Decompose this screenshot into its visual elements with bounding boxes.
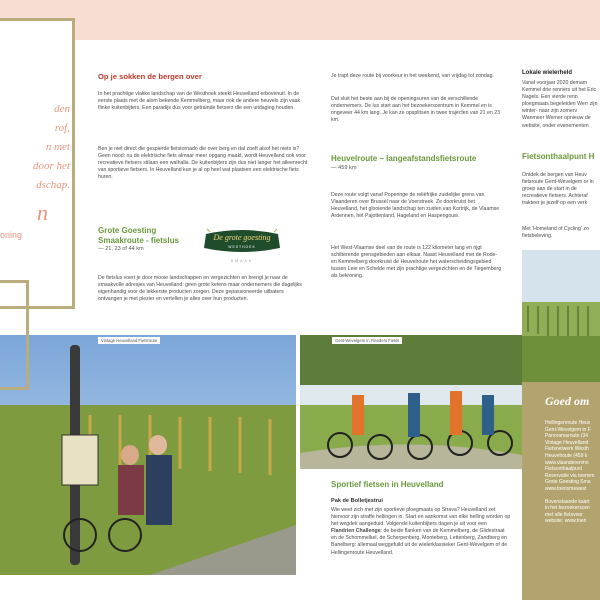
route-meta: — 459 km	[331, 165, 357, 171]
quote-line: dschap.	[36, 179, 70, 191]
paragraph: In het prachtige vlakke landschap van de Westhoek steekt Heuvelland erbovenuit. In de eerste plaats met de alom bekende Kemmelberg, maar ook de andere heuvels zijn vaak flinke kuitenbijters. Een paradijs dus voor getrainde fietsers die een uitdaging houden.	[98, 91, 301, 112]
quote-line: rof,	[54, 122, 70, 134]
sidebar-item: Reservatie via toerism	[545, 472, 595, 479]
sidebar-item: Gent-Wevelgem in F	[545, 426, 591, 433]
vineyard-cyclists-image-icon	[0, 335, 296, 575]
quote-line: door het	[33, 160, 70, 172]
quote-frame-bottom	[0, 280, 29, 390]
sidebar-item: Heuvelroute (459 k	[545, 452, 588, 459]
section-heading: Fietsonthaalpunt H	[522, 152, 595, 161]
sub-heading: Pak de Bolletjestrui	[331, 498, 383, 504]
sidebar-item: website: www.toeri	[545, 518, 587, 525]
sidebar-item: Fietsnetwerk Westh	[545, 446, 589, 453]
sidebar-item: Fietsonthaalpunt	[545, 466, 582, 473]
quote-line: den	[54, 103, 70, 115]
section-heading: Op je sokken de bergen over	[98, 72, 202, 81]
paragraph: Met 'Homeland of Cycling' zo fietsbeleving.	[522, 226, 589, 240]
sidebar-item: met alle fietsvoor	[545, 511, 583, 518]
vineyard-image-icon	[522, 250, 600, 382]
sidebar-item: www.toerismewest	[545, 485, 587, 492]
top-color-band	[0, 0, 600, 40]
section-heading: Lokale wielerheld	[522, 70, 573, 76]
sidebar-item: www.vlaanderenmo	[545, 459, 589, 466]
route-meta: — 21, 23 of 44 km	[98, 246, 144, 252]
pull-quote	[0, 100, 70, 195]
sidebar-item: Panoramaroute (34	[545, 433, 589, 440]
section-heading: Sportief fietsen in Heuvelland	[331, 480, 444, 489]
paragraph: Deze route volgt vanaf Poperinge de reliëfrijke zuidelijke grens van Vlaanderen over Brussel naar de Voerstreek. Ze doorkruist het Heuvelland, het glooiende landschap ten zuiden van Kortrijk, de Vlaamse Ardennen, het Pajottenland, Hageland en Haspengouw.	[331, 192, 500, 220]
paragraph: Je trapt deze route bij voorkeur in het weekend, van vrijdag tot zondag.	[331, 73, 494, 79]
paragraph: Het West-Vlaamse deel van de route is 122 kilometer lang en rijgt schitterende grensgebieden aan elkaar. Naast Heuvelland met de Rode- en Kemmelberg doorkruist de Heuvelroute het waterscheidingsgebied tussen Leie en Schelde met zijn prachtige vergezichten en de Tiegemberg als bekroning.	[331, 245, 502, 280]
cyclists-image-icon	[300, 335, 522, 469]
challenge-name: Flandrien Challenge	[331, 528, 381, 535]
photo-caption: Gent-Wevelgem in Flanders Fields	[332, 337, 402, 344]
sidebar-item: in het bezoekerscen	[545, 505, 590, 512]
sidebar-list	[545, 420, 600, 525]
sidebar-item: Vintage Heuvelland	[545, 439, 589, 446]
route-title: Heuvelroute – langeafstandsfietsroute	[331, 154, 477, 163]
grote-goesting-logo	[200, 228, 284, 256]
logo-tagline: SMAAK	[230, 259, 254, 263]
paragraph: Dat sluit het beste aan bij de openingsuren van de verschillende ondernemers. De lus start aan het bezoekerscentrum in Kemmel en is ongeveer 44 km lang. Je kan ze opsplitsen in twee trajecten van 21 en 23 km.	[331, 96, 500, 124]
vintage-route-photo	[0, 335, 296, 575]
paragraph: Ben je niet direct die gespierde fietstornado die over berg en dal zoeft alsof het niets is? Geen nood: nu de elektrische fiets almaar meer opgang maakt, wordt Heuvelland ook voor recreatieve fietsers stilaan een walhalla. De kuitenbijters zijn dus niet langer het alleenrecht van sportieve fietsers. In Heuvelland kun je al op heel wat plaatsen een elektrische fiets huren.	[98, 146, 308, 181]
quote-sub: oning	[0, 230, 23, 240]
sidebar-item: Grote Goesting Sma	[545, 479, 591, 486]
gent-wevelgem-photo	[300, 335, 522, 469]
logo-sub: WESTHOEK	[228, 245, 256, 249]
quote-initial: n	[37, 200, 48, 225]
sidebar-item: Bovenstaande kaart	[545, 498, 590, 505]
paragraph: Wie weet zich met zijn sportieve ploegmaats op Strava? Heuvelland zet hiervoor zijn straffe hellingen in. Start en aankomst van elke helling worden op het wegdek aangeduid. Volgende kuitenbijters dagen je uit voor een Flandrien Challenge: de beide flanken van de Kemmelberg, de Glidestraat en de Schommelkel, de Scherpenberg, Monteberg, Lettenberg, Zandberg en Banelberg: allemaal weggefuild uit de wielerklassieker Gent-Wevelgem of de Hellingenroute Heuvelland.	[331, 507, 511, 556]
paragraph: Vanaf voorjaar 2020 demam Kemmel drie renners uit het Eric Nagels. Een vierde renn ploegmaats begeleiden Werr zijn winter- naar zijn zomerv Wanmeer Werner opnieuw de website, onder evenementen	[522, 80, 598, 129]
quote-line: n met	[45, 141, 70, 153]
paragraph: De fietslus voert je door mooie landschappen en vergezichten en brengt je naar de smaakvolle adresjes van Heuvelland: geen grote ketens maar ondernemers die dagelijks eigenhandig voor de lekkerste producten zorgen. Deze gepassioneerde uitbaters ontvangen je met plezier en vertellen je alles over hun producten.	[98, 275, 302, 303]
vineyard-photo-right	[522, 250, 600, 382]
sidebar-item: Hellingenroute Heuv	[545, 420, 591, 426]
photo-caption: Vintage Heuvelland Fietsroute	[98, 337, 160, 344]
route-title: Grote Goesting Smaakroute - fietslus	[98, 226, 179, 245]
logo-text: De grote goesting	[213, 233, 271, 242]
paragraph: Ontdek de bergen van Heuv fietsroute Gent-Wevelgem or in groep aan de start in de recreatieve fietsers. Achteraf trakteer je jezelf op een verk	[522, 172, 594, 207]
sidebar-title: Goed om	[545, 394, 590, 408]
